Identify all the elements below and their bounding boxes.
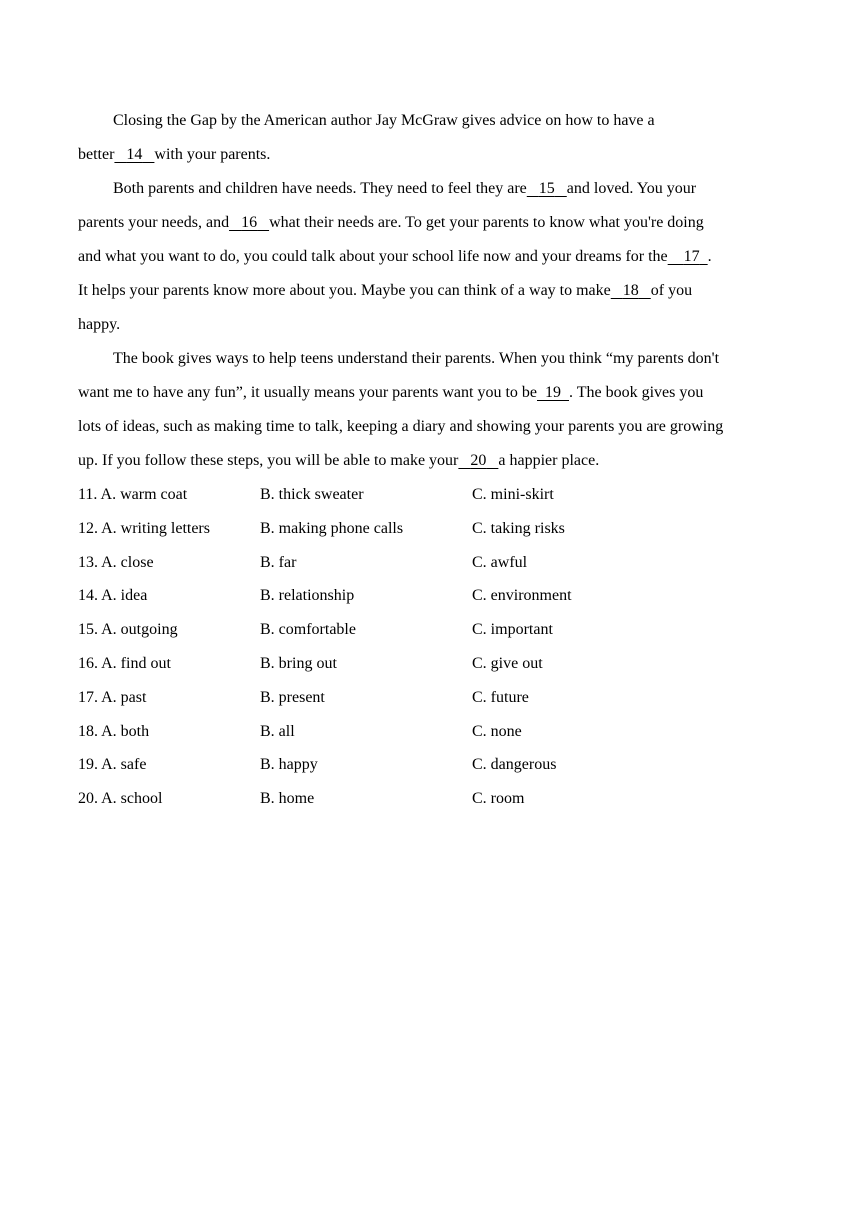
option-a: 17. A. past (78, 688, 147, 706)
passage-text: a happier place. (498, 452, 600, 469)
passage-text: of you (650, 282, 693, 299)
blank-15: 15 (538, 180, 555, 197)
blank-14: 14 (126, 146, 143, 163)
option-c: C. none (472, 722, 522, 740)
option-c: C. taking risks (472, 519, 565, 537)
option-b: B. all (260, 722, 295, 740)
option-a: 18. A. both (78, 722, 150, 740)
question-options-row (78, 748, 790, 782)
option-b: B. thick sweater (260, 486, 364, 503)
question-options-row (78, 782, 790, 816)
passage-line (78, 410, 790, 444)
option-b: B. present (260, 688, 325, 706)
passage-line (78, 444, 790, 478)
passage-paragraph-3 (78, 342, 790, 478)
option-b: B. happy (260, 756, 318, 774)
passage-text: lots of ideas, such as making time to talk, keeping a diary and showing your parents you are growing (78, 418, 724, 435)
option-b: B. relationship (260, 587, 355, 605)
option-a: 13. A. close (78, 553, 154, 571)
passage-line (78, 308, 790, 342)
question-options-row (78, 512, 790, 546)
option-c: C. environment (472, 587, 572, 605)
question-options-row (78, 478, 790, 512)
passage-text: and loved. You your (566, 180, 697, 197)
passage-paragraph-2 (78, 172, 790, 342)
passage-text: . The book gives you (569, 384, 704, 401)
question-options-row (78, 647, 790, 681)
passage-text: happy. (78, 316, 121, 333)
passage-text: better (78, 146, 115, 163)
blank-16: 16 (241, 214, 258, 231)
option-c: C. dangerous (472, 756, 557, 774)
passage-text: Both parents and children have needs. They need to feel they are (113, 180, 527, 197)
passage-text: . (707, 248, 712, 265)
passage-text: The book gives ways to help teens understand their parents. When you think “my parents don't (113, 350, 720, 367)
option-c: C. mini-skirt (472, 486, 554, 503)
passage-line (78, 206, 790, 240)
question-options-row (78, 613, 790, 647)
option-a: 11. A. warm coat (78, 486, 188, 503)
passage-text: want me to have any fun”, it usually means your parents want you to be (78, 384, 537, 401)
option-a: 12. A. writing letters (78, 519, 210, 537)
passage-text: up. If you follow these steps, you will be able to make your (78, 452, 459, 469)
option-c: C. important (472, 621, 553, 639)
blank-18: 18 (622, 282, 639, 299)
option-b: B. making phone calls (260, 519, 404, 537)
option-b: B. home (260, 790, 315, 808)
passage-line (78, 172, 790, 206)
option-b: B. comfortable (260, 621, 356, 639)
option-c: C. awful (472, 553, 528, 571)
passage-line (78, 274, 790, 308)
blank-19: 19 (545, 384, 561, 401)
option-a: 19. A. safe (78, 756, 147, 774)
passage-text: with your parents. (154, 146, 271, 163)
option-c: C. room (472, 790, 525, 808)
passage-text: It helps your parents know more about you. Maybe you can think of a way to make (78, 282, 611, 299)
option-c: C. future (472, 688, 529, 706)
option-a: 20. A. school (78, 790, 163, 808)
option-b: B. bring out (260, 654, 337, 672)
blank-17: 17 (683, 248, 700, 265)
option-a: 16. A. find out (78, 654, 171, 672)
option-a: 14. A. idea (78, 587, 148, 605)
option-c: C. give out (472, 654, 543, 672)
answer-options (78, 478, 790, 816)
passage-text: what their needs are. To get your parents to know what you're doing (269, 214, 704, 231)
question-options-row (78, 715, 790, 749)
passage-text: and what you want to do, you could talk about your school life now and your dreams for the (78, 248, 668, 265)
passage-text: Closing the Gap by the American author Jay McGraw gives advice on how to have a (113, 112, 655, 129)
blank-20: 20 (470, 452, 487, 469)
question-options-row (78, 579, 790, 613)
passage-line (78, 240, 790, 274)
option-b: B. far (260, 553, 297, 571)
question-options-row (78, 681, 790, 715)
passage-line (78, 342, 790, 376)
worksheet-page (78, 104, 790, 816)
passage-paragraph-1 (78, 104, 790, 172)
passage-line (78, 376, 790, 410)
question-options-row (78, 546, 790, 580)
passage-text: parents your needs, and (78, 214, 230, 231)
option-a: 15. A. outgoing (78, 621, 178, 639)
passage-line (78, 104, 790, 138)
passage-line (78, 138, 790, 172)
